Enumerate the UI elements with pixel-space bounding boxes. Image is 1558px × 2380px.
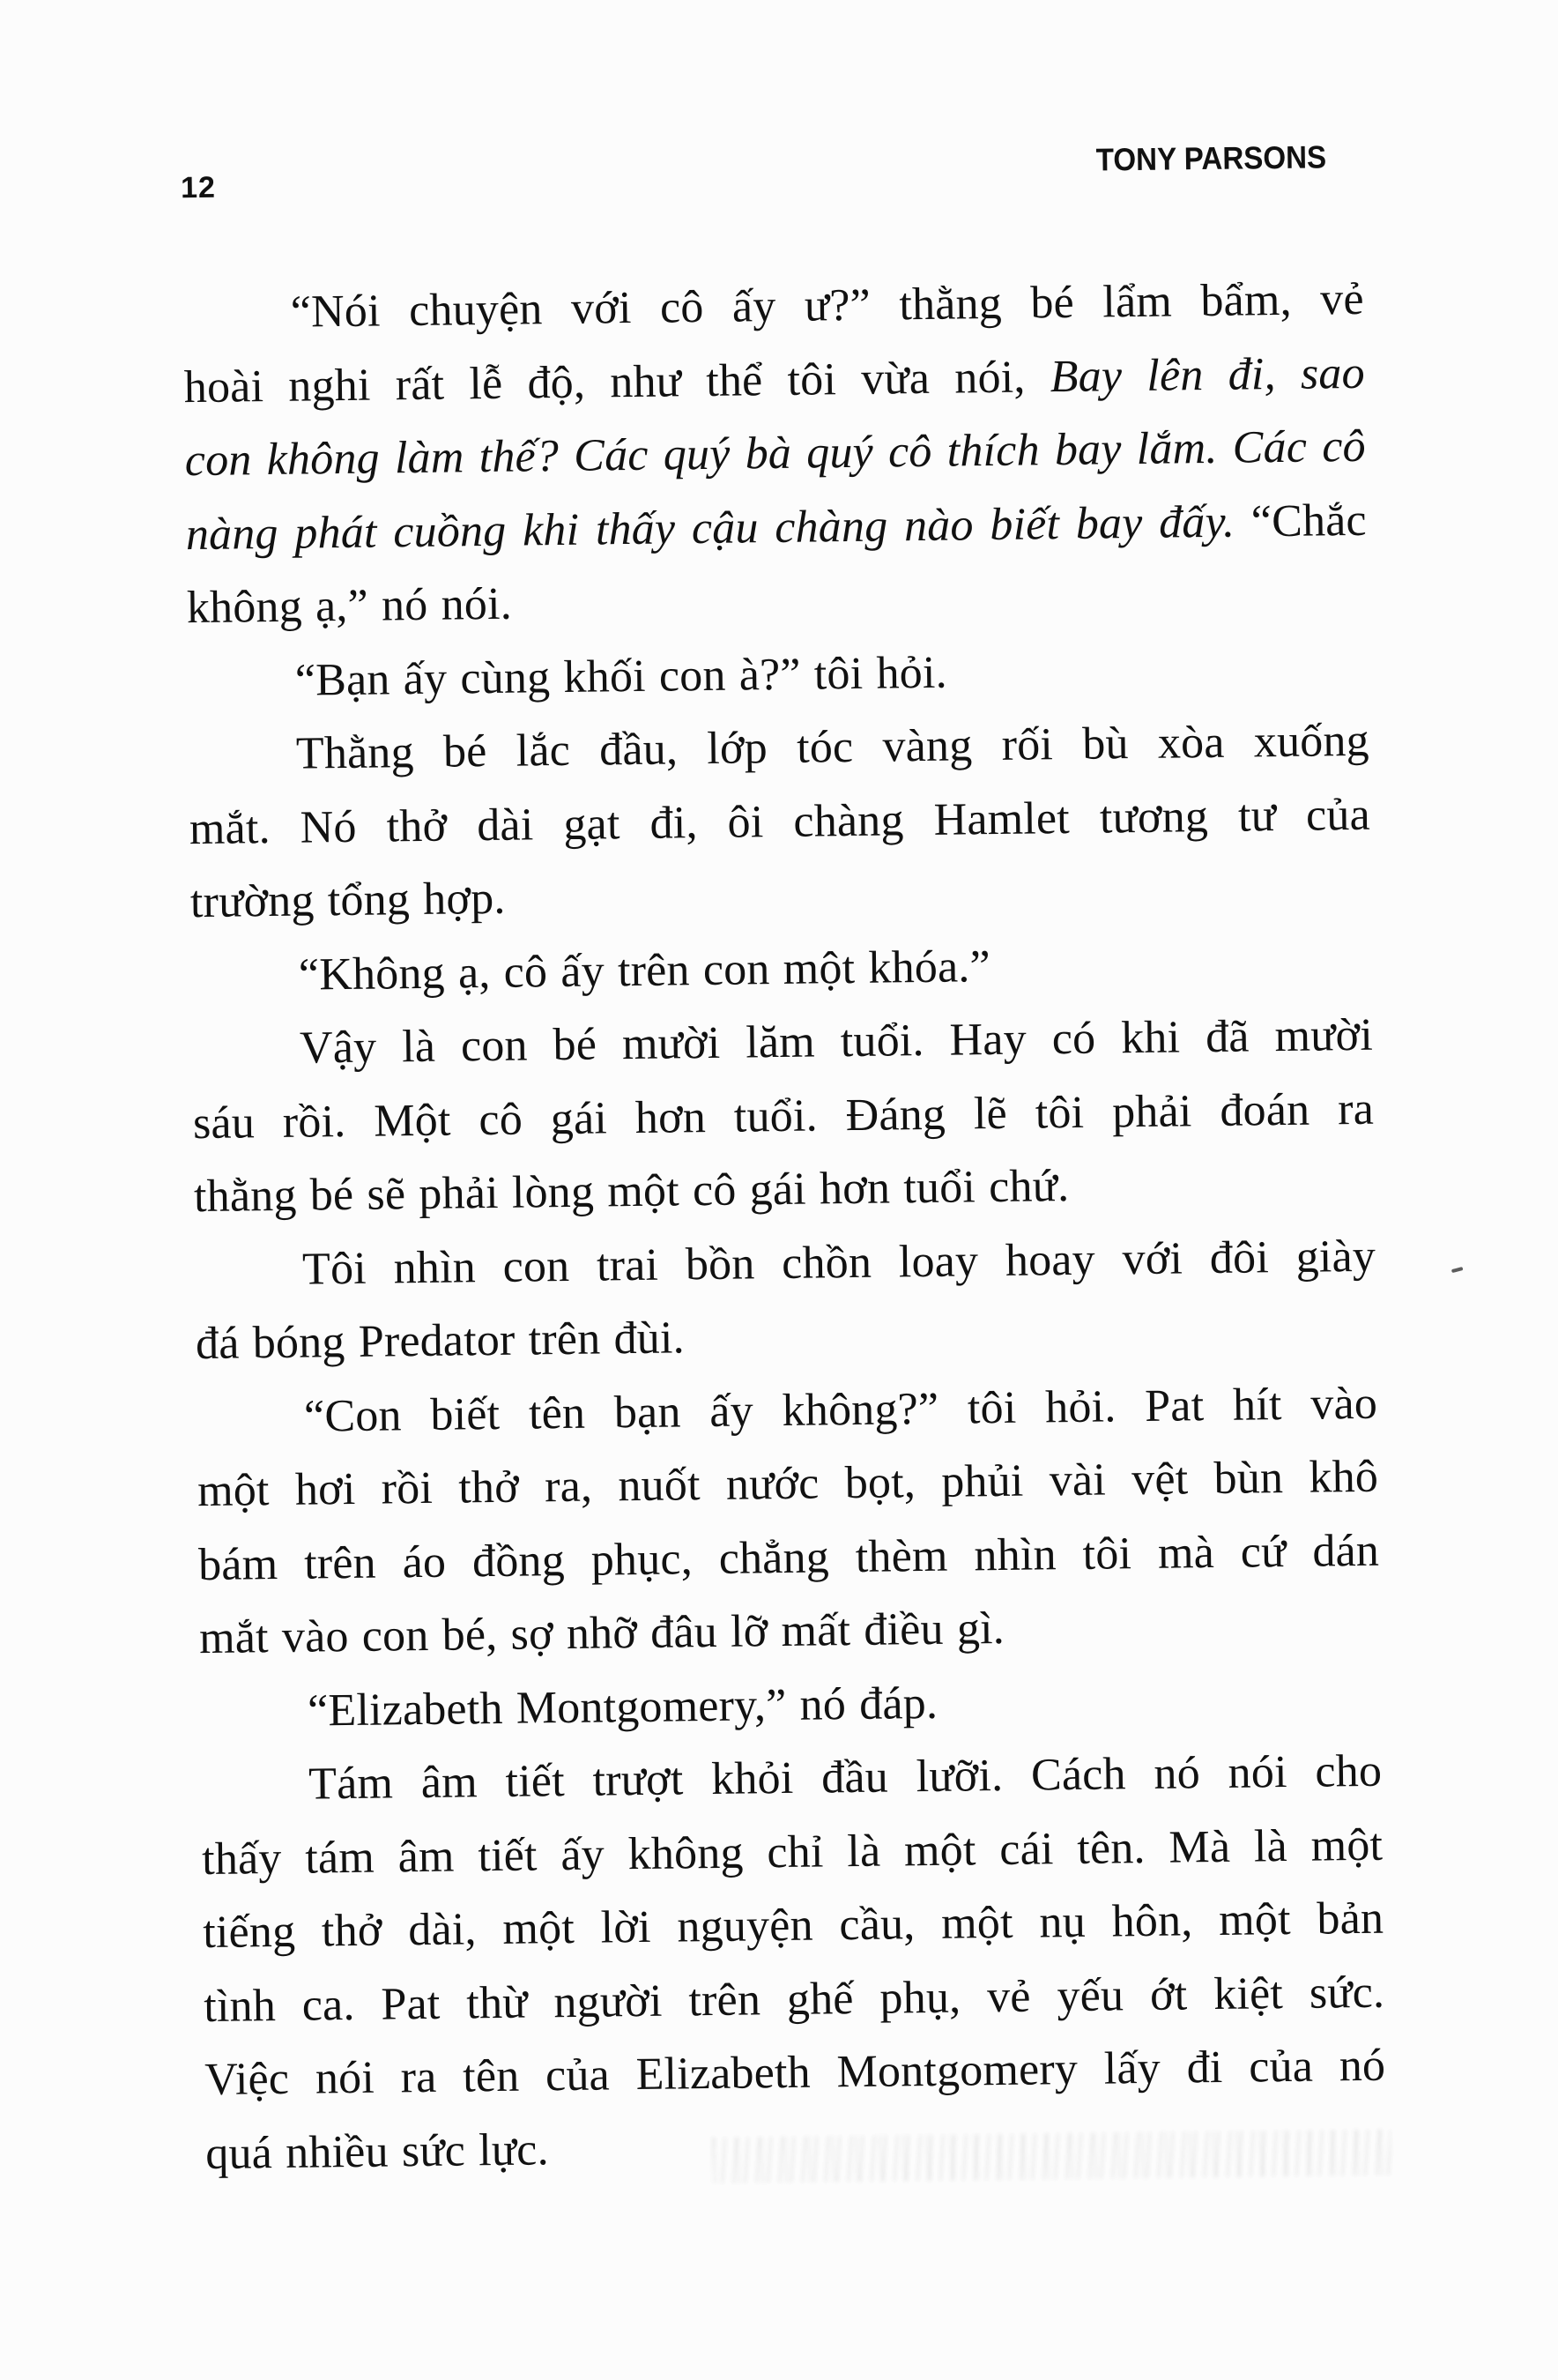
text-line — [204, 2029, 1386, 2117]
text-segment: Thằng bé lắc đầu, lớp tóc vàng rối bù xòa xuống — [295, 715, 1370, 779]
text-segment: “Elizabeth Montgomery,” nó đáp. — [307, 1677, 939, 1737]
text-segment: Vậy là con bé mười lăm tuổi. Hay có khi đã mười — [299, 1009, 1374, 1074]
text-line — [200, 1661, 1382, 1749]
text-segment: “Chắc — [1250, 495, 1368, 547]
text-segment: một hơi rồi thở ra, nuốt nước bọt, phủi vài vệt bùn khô — [197, 1451, 1379, 1517]
text-segment: bám trên áo đồng phục, chẳng thèm nhìn tôi mà cứ dán — [197, 1525, 1380, 1590]
text-segment: hoài nghi rất lễ độ, như thể tôi vừa nói, — [183, 351, 1051, 413]
text-line — [187, 630, 1369, 718]
text-segment: không ạ,” nó nói. — [186, 578, 513, 634]
text-segment: “Không ạ, cô ấy trên con một khóa.” — [298, 941, 991, 1000]
text-line — [182, 263, 1364, 351]
text-segment: Tôi nhìn con trai bồn chồn loay hoay với đôi giày — [301, 1231, 1376, 1295]
text-segment: thấy tám âm tiết ấy không chỉ là một cái tên. Mà là một — [201, 1819, 1384, 1885]
text-segment: tiếng thở dài, một lời nguyện cầu, một nụ hôn, một bản — [202, 1893, 1384, 1959]
text-segment: mắt vào con bé, sợ nhỡ đâu lỡ mất điều gì. — [198, 1603, 1005, 1664]
text-line — [189, 852, 1371, 940]
text-segment: quá nhiều sức lực. — [204, 2123, 550, 2179]
text-line — [203, 1882, 1384, 1970]
text-segment: đá bóng Predator trên đùi. — [195, 1313, 686, 1370]
text-line — [191, 999, 1373, 1087]
text-segment: Tám âm tiết trượt khỏi đầu lưỡi. Cách nó nói cho — [308, 1745, 1383, 1810]
text-segment: Việc nói ra tên của Elizabeth Montgomery lấy đi của nó — [204, 2040, 1386, 2106]
text-line — [190, 925, 1372, 1013]
text-segment: mắt. Nó thở dài gạt đi, ôi chàng Hamlet tương tư của — [189, 789, 1371, 854]
italic-text-segment: nàng phát cuồng khi thấy cậu chàng nào biết bay đấy. — [185, 495, 1252, 560]
text-line — [183, 336, 1365, 424]
text-segment: “Bạn ấy cùng khối con à?” tôi hỏi. — [294, 647, 948, 706]
text-line — [204, 1955, 1385, 2043]
text-line — [197, 1366, 1378, 1454]
text-line — [202, 1808, 1384, 1896]
stray-ink-mark — [1451, 1267, 1464, 1273]
text-line — [197, 1440, 1379, 1528]
text-line — [198, 1514, 1380, 1602]
text-line — [196, 1293, 1377, 1381]
text-line — [194, 1146, 1376, 1234]
running-header-author: TONY PARSONS — [1095, 138, 1327, 178]
body-text — [182, 263, 1386, 2190]
page-number: 12 — [180, 170, 217, 205]
italic-text-segment: Bay lên đi, sao — [1050, 347, 1366, 402]
text-line — [199, 1588, 1381, 1676]
text-line — [201, 1735, 1383, 1823]
scan-smudge — [712, 2130, 1391, 2183]
text-line — [184, 410, 1366, 498]
text-line — [185, 483, 1367, 571]
text-segment: thằng bé sẽ phải lòng một cô gái hơn tuổi chứ. — [193, 1160, 1070, 1223]
text-line — [189, 777, 1370, 866]
text-segment: “Nói chuyện với cô ấy ư?” thằng bé lẩm bẩm, vẻ — [290, 273, 1365, 338]
text-segment: trường tổng hợp. — [189, 873, 506, 928]
text-segment: “Con biết tên bạn ấy không?” tôi hỏi. Pat hít vào — [303, 1378, 1378, 1442]
text-line — [195, 1219, 1376, 1307]
text-line — [186, 557, 1368, 645]
text-line — [188, 704, 1369, 792]
italic-text-segment: con không làm thế? Các quý bà quý cô thích bay lắm. Các cô — [184, 420, 1367, 487]
text-segment: tình ca. Pat thừ người trên ghế phụ, vẻ yếu ớt kiệt sức. — [203, 1967, 1385, 2032]
text-segment: sáu rồi. Một cô gái hơn tuổi. Đáng lẽ tôi phải đoán ra — [192, 1083, 1375, 1149]
text-line — [193, 1072, 1375, 1160]
